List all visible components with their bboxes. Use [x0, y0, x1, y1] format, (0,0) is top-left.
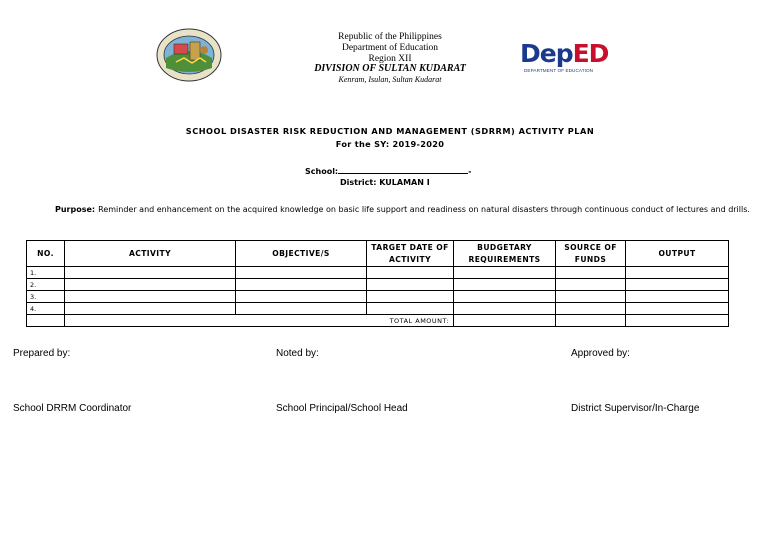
- school-field: [305, 165, 471, 176]
- header-budgetary: BUDGETARY REQUIREMENTS: [454, 241, 556, 267]
- deped-logo-dep: Dep: [520, 39, 573, 68]
- objective-cell[interactable]: [236, 267, 367, 279]
- row-number: 4.: [27, 303, 65, 315]
- purpose-paragraph: [55, 204, 755, 216]
- header-republic: Republic of the Philippines: [338, 32, 442, 42]
- source-cell[interactable]: [556, 303, 626, 315]
- table-row: [27, 291, 729, 303]
- header-division: DIVISION OF SULTAN KUDARAT: [314, 63, 466, 74]
- prepared-by-role: School DRRM Coordinator: [13, 403, 132, 414]
- objective-cell[interactable]: [236, 291, 367, 303]
- noted-by-label: Noted by:: [276, 348, 319, 359]
- activity-cell[interactable]: [65, 279, 236, 291]
- header-department: Department of Education: [341, 43, 439, 53]
- target-date-cell[interactable]: [367, 267, 454, 279]
- prepared-by-label: Prepared by:: [13, 348, 71, 359]
- target-date-cell[interactable]: [367, 279, 454, 291]
- district-field: [340, 178, 430, 187]
- budget-cell[interactable]: [454, 303, 556, 315]
- header-address: Kenram, Isulan, Sultan Kudarat: [338, 75, 442, 84]
- table-header-row: [27, 241, 729, 267]
- purpose-label: Purpose:: [55, 205, 96, 214]
- plan-title: SCHOOL DISASTER RISK REDUCTION AND MANAGEMENT (SDRRM) ACTIVITY PLAN: [185, 126, 595, 136]
- school-trail: -: [468, 167, 472, 176]
- school-year: For the SY: 2019-2020: [335, 139, 445, 149]
- objective-cell[interactable]: [236, 303, 367, 315]
- output-cell[interactable]: [626, 279, 729, 291]
- approved-by-label: Approved by:: [571, 348, 630, 359]
- total-budget-cell[interactable]: [454, 315, 556, 327]
- row-number: 1.: [27, 267, 65, 279]
- total-amount-label: TOTAL AMOUNT:: [65, 315, 454, 327]
- total-empty-cell: [27, 315, 65, 327]
- header-region: Region XII: [368, 54, 412, 64]
- header-source-funds: SOURCE OF FUNDS: [556, 241, 626, 267]
- school-label: School:: [305, 167, 339, 176]
- source-cell[interactable]: [556, 267, 626, 279]
- table-row: [27, 267, 729, 279]
- total-source-cell[interactable]: [556, 315, 626, 327]
- table-row: [27, 303, 729, 315]
- activity-cell[interactable]: [65, 291, 236, 303]
- purpose-text: Reminder and enhancement on the acquired knowledge on basic life support and readiness on natural disasters through continuous conduct of lectures and drills.: [98, 205, 750, 214]
- row-number: 3.: [27, 291, 65, 303]
- table-row: [27, 279, 729, 291]
- source-cell[interactable]: [556, 291, 626, 303]
- total-row: [27, 315, 729, 327]
- header-objectives: OBJECTIVE/S: [236, 241, 367, 267]
- division-seal-icon: [156, 28, 222, 82]
- deped-logo: [520, 39, 609, 80]
- budget-cell[interactable]: [454, 267, 556, 279]
- school-blank: [338, 165, 468, 174]
- activity-plan-table: [26, 240, 729, 327]
- header-output: OUTPUT: [626, 241, 729, 267]
- activity-cell[interactable]: [65, 303, 236, 315]
- deped-logo-subtitle: DEPARTMENT OF EDUCATION: [524, 68, 594, 73]
- deped-logo-ed: ED: [572, 39, 609, 68]
- output-cell[interactable]: [626, 303, 729, 315]
- budget-cell[interactable]: [454, 279, 556, 291]
- header-activity: ACTIVITY: [65, 241, 236, 267]
- output-cell[interactable]: [626, 291, 729, 303]
- activity-cell[interactable]: [65, 267, 236, 279]
- header-no: NO.: [27, 241, 65, 267]
- approved-by-role: District Supervisor/In-Charge: [571, 403, 700, 414]
- noted-by-role: School Principal/School Head: [276, 403, 408, 414]
- source-cell[interactable]: [556, 279, 626, 291]
- target-date-cell[interactable]: [367, 291, 454, 303]
- header-target-date: TARGET DATE OF ACTIVITY: [367, 241, 454, 267]
- district-value: KULAMAN I: [379, 178, 430, 187]
- target-date-cell[interactable]: [367, 303, 454, 315]
- district-label: District:: [340, 178, 377, 187]
- row-number: 2.: [27, 279, 65, 291]
- budget-cell[interactable]: [454, 291, 556, 303]
- total-output-cell[interactable]: [626, 315, 729, 327]
- output-cell[interactable]: [626, 267, 729, 279]
- objective-cell[interactable]: [236, 279, 367, 291]
